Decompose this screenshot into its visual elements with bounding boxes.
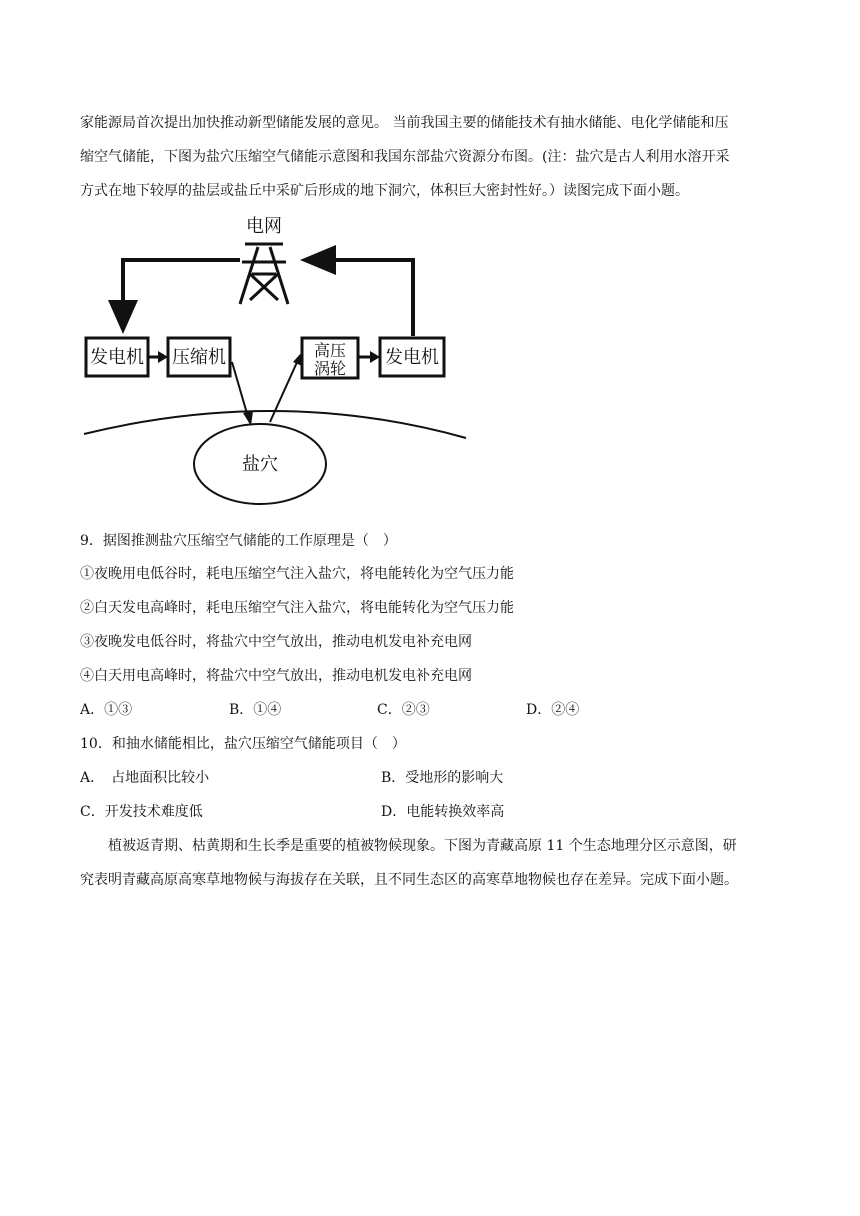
q9-item-4: ④白天用电高峰时，将盐穴中空气放出，推动电机发电补充电网: [80, 668, 472, 684]
q9-option-a: A．①③: [80, 702, 133, 718]
arrow-grid-to-generator: [108, 260, 240, 334]
q10-option-a: A． 占地面积比较小: [80, 770, 210, 786]
q10-option-d: D．电能转换效率高: [381, 804, 505, 820]
passage2-line-1: 植被返青期、枯黄期和生长季是重要的植被物候现象。下图为青藏高原 11 个生态地理分区示意图，研: [108, 838, 737, 854]
q9-option-c: C．②③: [377, 702, 430, 718]
power-tower-icon: [240, 244, 288, 304]
turbine-label-line1: 高压: [313, 341, 347, 360]
q9-item-2: ②白天发电高峰时，耗电压缩空气注入盐穴，将电能转化为空气压力能: [80, 600, 514, 616]
arrow-generator-to-compressor: [148, 351, 168, 363]
salt-cavern-label: 盐穴: [242, 454, 278, 475]
q9-item-1: ①夜晚用电低谷时，耗电压缩空气注入盐穴，将电能转化为空气压力能: [80, 566, 514, 582]
q10-option-c: C．开发技术难度低: [80, 804, 203, 820]
left-generator-label: 发电机: [90, 347, 144, 368]
intro-line-1: 家能源局首次提出加快推动新型储能发展的意见。 当前我国主要的储能技术有抽水储能、电化学储能和压: [80, 115, 729, 131]
passage2-line-2: 究表明青藏高原高寒草地物候与海拔存在关联，且不同生态区的高寒草地物候也存在差异。完成下面小题。: [80, 872, 738, 888]
q9-item-3: ③夜晚发电低谷时，将盐穴中空气放出，推动电机发电补充电网: [80, 634, 472, 650]
q9-option-d: D．②④: [526, 702, 580, 718]
grid-label: 电网: [246, 216, 282, 237]
intro-line-3: 方式在地下较厚的盐层或盐丘中采矿后形成的地下洞穴，体积巨大密封性好。）读图完成下面小题。: [80, 183, 689, 199]
salt-cavern-storage-diagram: [80, 212, 480, 508]
turbine-label-line2: 涡轮: [313, 359, 347, 378]
arrow-turbine-to-generator: [358, 351, 380, 363]
q9-stem: 9．据图推测盐穴压缩空气储能的工作原理是（ ）: [80, 533, 397, 549]
compressor-label: 压缩机: [172, 347, 226, 368]
right-generator-label: 发电机: [385, 347, 439, 368]
q10-option-b: B．受地形的影响大: [381, 770, 504, 786]
q10-stem: 10．和抽水储能相比，盐穴压缩空气储能项目（ ）: [80, 736, 406, 752]
intro-line-2: 缩空气储能，下图为盐穴压缩空气储能示意图和我国东部盐穴资源分布图。(注：盐穴是古人利用水溶开采: [80, 149, 730, 165]
arrow-generator-to-grid: [300, 245, 413, 336]
arrow-compressor-to-cavern: [232, 362, 253, 426]
q9-option-b: B．①④: [229, 702, 282, 718]
